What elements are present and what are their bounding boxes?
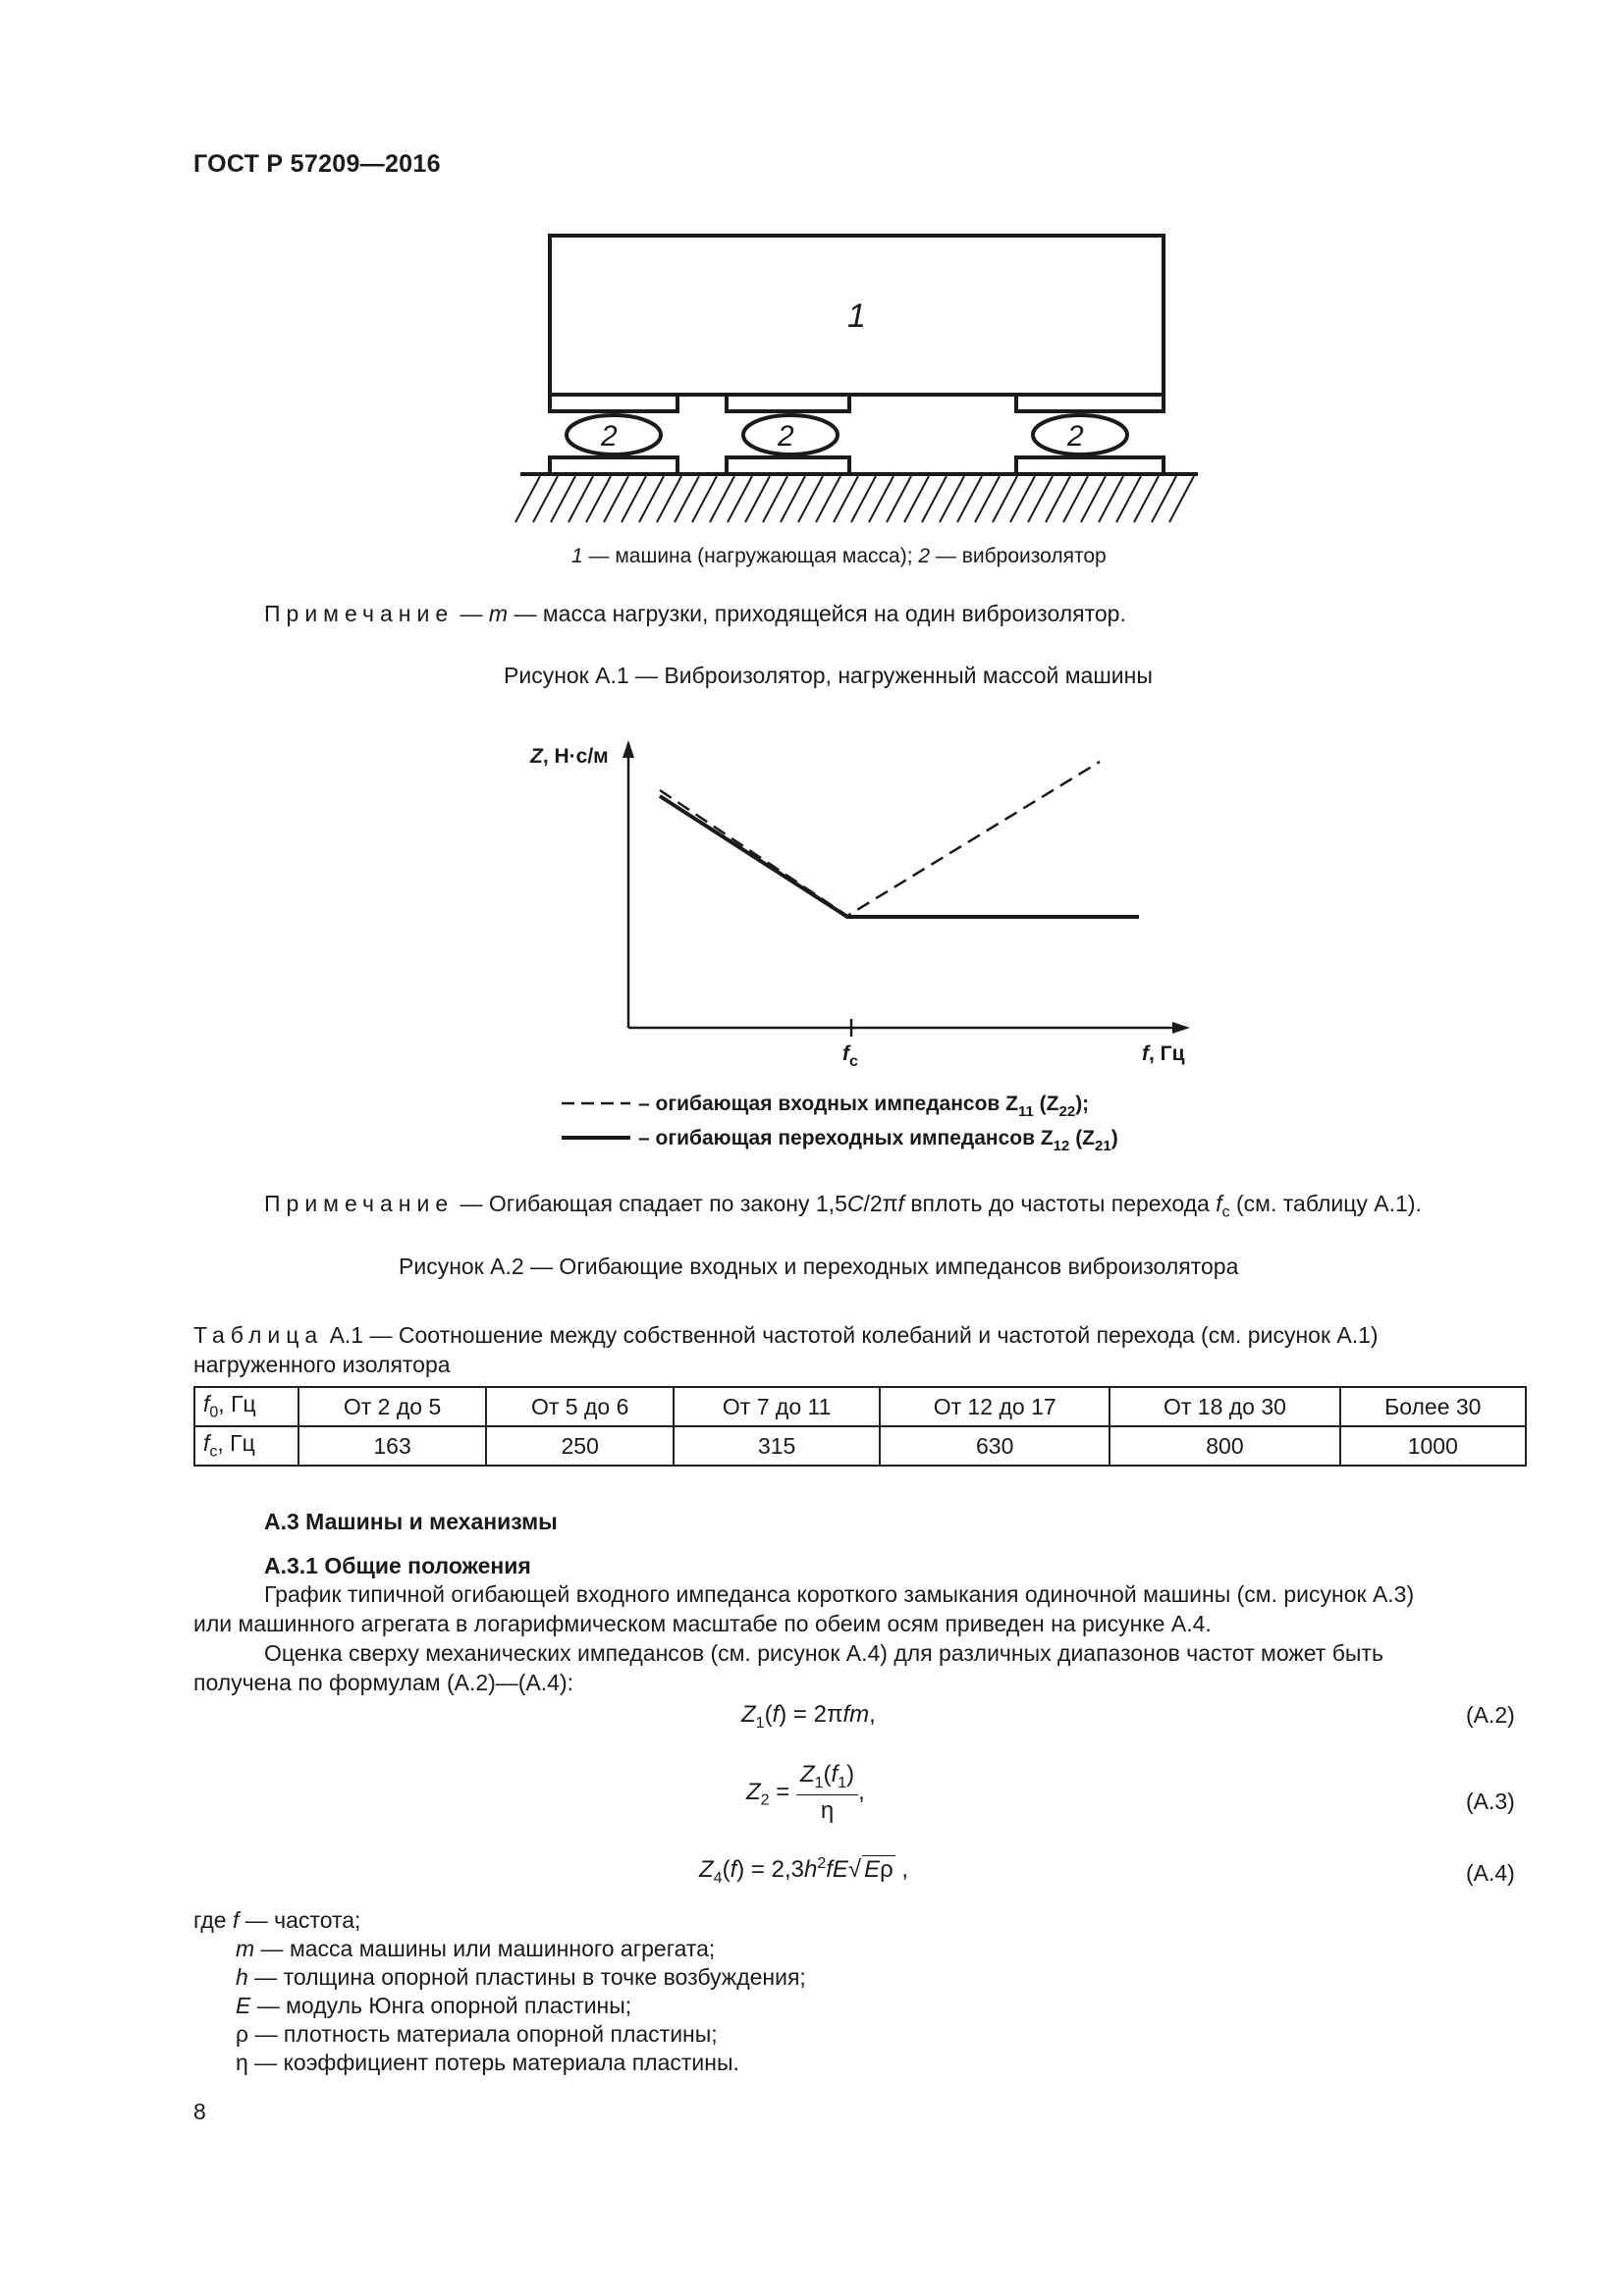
machine-label: 1: [847, 297, 866, 335]
figure-a1-legend: 1 — машина (нагружающая масса); 2 — виброизолятор: [571, 545, 1107, 567]
table-cell: 800: [1110, 1426, 1339, 1466]
table-cell: 315: [674, 1426, 880, 1466]
y-axis-arrow: [623, 740, 634, 758]
paragraph-2-line-1: Оценка сверху механических импедансов (см. рисунок А.4) для различных диапазонов частот может быть: [264, 1640, 1383, 1666]
table-row-header: $f_c$, Гц: [194, 1426, 298, 1466]
subsection-heading: А.3.1 Общие положения: [264, 1553, 531, 1578]
formula-a3-number: (А.3): [1466, 1789, 1515, 1814]
document-header: ГОСТ Р 57209—2016: [193, 150, 441, 178]
frequency-table: [193, 1386, 1527, 1467]
ground-hatching: [515, 476, 1194, 522]
table-row: [194, 1426, 1526, 1466]
figure-a1-note: Примечание — m — масса нагрузки, приходящейся на один виброизолятор.: [264, 601, 1126, 626]
where-item: где f — частота;: [193, 1907, 361, 1933]
formula-a4: $Z_4(f) = 2,3h^2fE√$ Eρ ,: [699, 1855, 909, 1887]
table-cell: Более 30: [1340, 1387, 1526, 1426]
bottom-plate-middle: [727, 457, 849, 474]
table-cell: От 18 до 30: [1110, 1387, 1339, 1426]
legend-transfer-impedance: – огибающая переходных импедансов $Z_{12}$ $(Z_{21})$: [638, 1127, 1118, 1154]
figure-a2-note: Примечание — Огибающая спадает по закону 1,5C/2πf вплоть до частоты перехода $f_c$ (см. таблицу А.1).: [264, 1191, 1422, 1221]
table-cell: 630: [880, 1426, 1110, 1466]
transfer-impedance-envelope: [660, 796, 1139, 917]
legend-input-impedance: – огибающая входных импедансов $Z_{11}$ $(Z_{22})$;: [638, 1093, 1090, 1120]
x-axis-label: f, Гц: [1142, 1042, 1185, 1065]
table-title: Таблица А.1 — Соотношение между собственной частотой колебаний и частотой перехода (см. рисунок А.1): [193, 1322, 1379, 1348]
formula-a2-number: (А.2): [1466, 1702, 1515, 1728]
isolator-label-right: 2: [1067, 420, 1084, 453]
figure-a1-drawing: [511, 226, 1208, 530]
table-cell: От 5 до 6: [486, 1387, 674, 1426]
paragraph-2-line-2: получена по формулам (А.2)—(А.4):: [193, 1670, 574, 1695]
paragraph-1-line-2: или машинного агрегата в логарифмическом масштабе по обеим осям приведен на рисунке А.4.: [193, 1611, 1212, 1636]
formula-a4-number: (А.4): [1466, 1860, 1515, 1886]
where-item: h — толщина опорной пластины в точке возбуждения;: [236, 1964, 806, 1990]
section-heading: А.3 Машины и механизмы: [264, 1509, 558, 1534]
table-cell: 1000: [1340, 1426, 1526, 1466]
where-item: m — масса машины или машинного агрегата;: [236, 1936, 716, 1961]
table-cell: От 12 до 17: [880, 1387, 1110, 1426]
where-item: η — коэффициент потерь материала пластины.: [236, 2050, 739, 2075]
isolator-label-left: 2: [601, 420, 618, 453]
table-row: [194, 1387, 1526, 1426]
table-row-header: $f_0$, Гц: [194, 1387, 298, 1426]
table-cell: От 2 до 5: [298, 1387, 486, 1426]
table-cell: 163: [298, 1426, 486, 1466]
paragraph-1-line-1: График типичной огибающей входного импеданса короткого замыкания одиночной машины (см. рисунок А.3): [264, 1581, 1415, 1607]
x-axis-arrow: [1172, 1022, 1190, 1034]
table-title-line2: нагруженного изолятора: [193, 1352, 451, 1377]
table-cell: От 7 до 11: [674, 1387, 880, 1426]
fc-label: $f_c$: [842, 1042, 858, 1070]
formula-a2: $Z_1(f) = 2\pi fm$,: [741, 1701, 876, 1732]
where-item: ρ — плотность материала опорной пластины;: [236, 2021, 718, 2047]
top-plate-left: [550, 395, 677, 411]
page-number: 8: [193, 2099, 206, 2124]
table-cell: 250: [486, 1426, 674, 1466]
figure-a2-caption: Рисунок А.2 — Огибающие входных и переходных импедансов виброизолятора: [399, 1254, 1239, 1279]
bottom-plate-right: [1016, 457, 1164, 474]
figure-a1-caption: Рисунок А.1 — Виброизолятор, нагруженный массой машины: [504, 663, 1153, 688]
top-plate-middle: [727, 395, 849, 411]
figure-a2-chart: [511, 736, 1218, 1178]
top-plate-right: [1016, 395, 1164, 411]
formula-a3: $Z_2$ = $\frac{Z_1(f_1)}{\eta}$ ,: [746, 1761, 865, 1824]
where-item: E — модуль Юнга опорной пластины;: [236, 1993, 632, 2018]
isolator-label-middle: 2: [778, 420, 794, 453]
bottom-plate-left: [550, 457, 677, 474]
y-axis-label: Z, Н·с/м: [530, 745, 609, 768]
